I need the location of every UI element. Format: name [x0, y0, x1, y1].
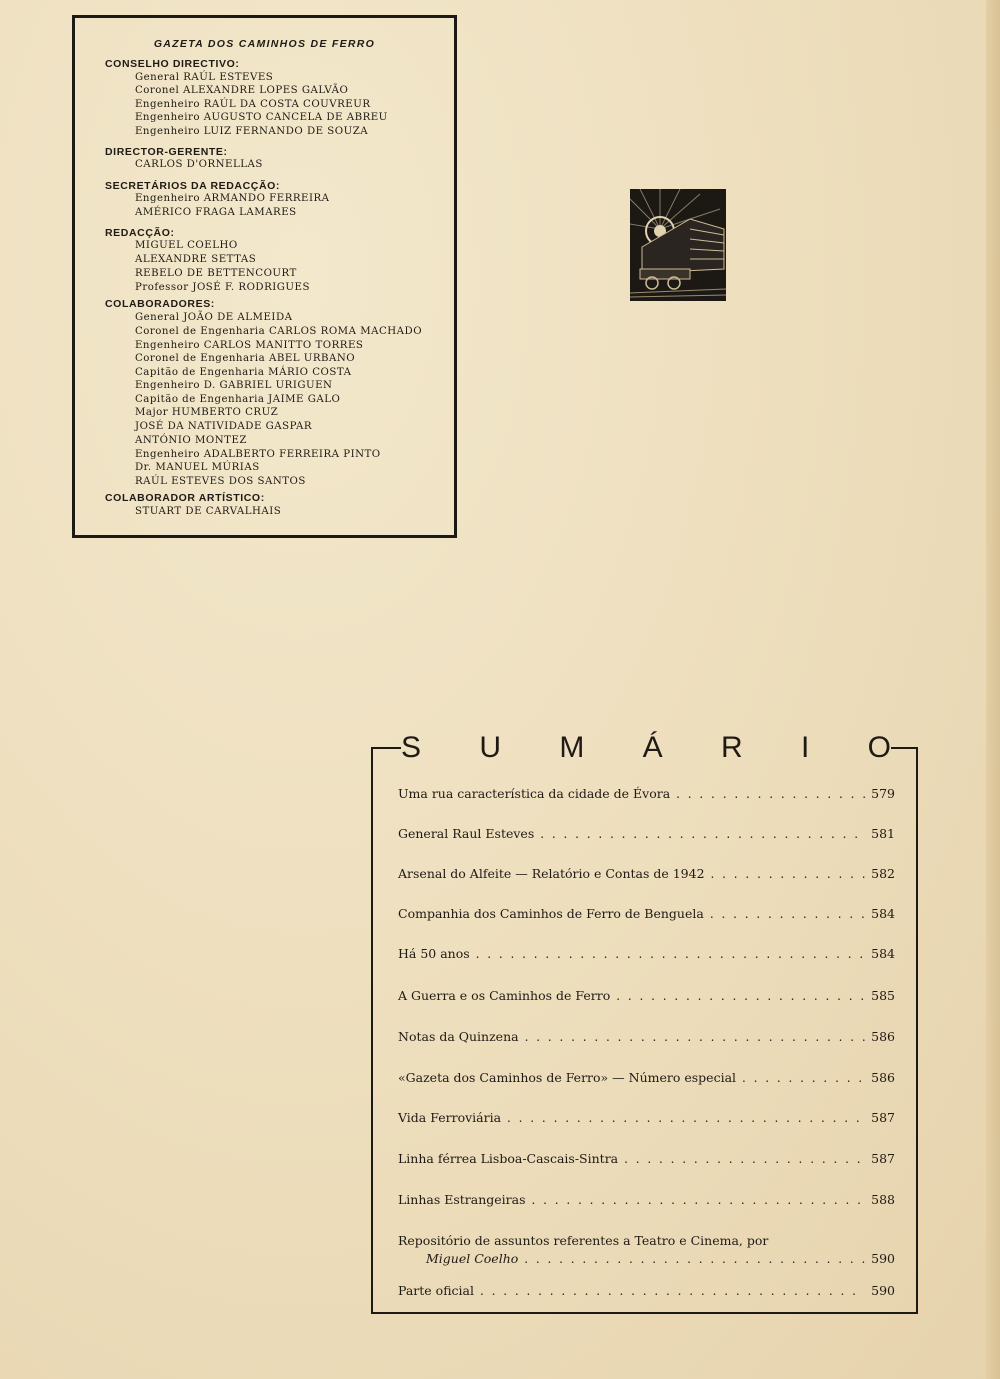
staff-name: Engenheiro LUIZ FERNANDO DE SOUZA — [135, 126, 369, 137]
leader-dots — [507, 1111, 865, 1126]
toc-entry-page: 587 — [871, 1110, 895, 1125]
section-heading-redaccao: REDACÇÃO: — [105, 227, 175, 239]
toc-entry[interactable] — [398, 1192, 895, 1208]
staff-name: Engenheiro ADALBERTO FERREIRA PINTO — [135, 449, 381, 460]
toc-entry-page: 584 — [871, 946, 895, 961]
leader-dots — [540, 827, 865, 842]
staff-name: REBELO DE BETTENCOURT — [135, 268, 297, 279]
leader-dots — [525, 1030, 865, 1045]
toc-entry-title: A Guerra e os Caminhos de Ferro — [398, 988, 611, 1003]
staff-name: Major HUMBERTO CRUZ — [135, 407, 279, 418]
staff-name: CARLOS D'ORNELLAS — [135, 159, 263, 170]
page-edge — [986, 0, 1000, 1379]
staff-name: Engenheiro CARLOS MANITTO TORRES — [135, 340, 364, 351]
toc-entry-title: Vida Ferroviária — [398, 1110, 502, 1125]
summary-title-letter: M — [559, 731, 585, 764]
staff-name: Coronel ALEXANDRE LOPES GALVÃO — [135, 85, 349, 96]
toc-entry-page: 585 — [871, 988, 895, 1003]
toc-entry[interactable] — [398, 906, 895, 922]
toc-entry-page: 579 — [871, 786, 895, 801]
staff-name: General RAÚL ESTEVES — [135, 72, 274, 83]
staff-name: AMÉRICO FRAGA LAMARES — [135, 207, 297, 218]
toc-entry[interactable] — [398, 946, 895, 962]
leader-dots — [524, 1252, 865, 1267]
staff-name: STUART DE CARVALHAIS — [135, 506, 282, 517]
toc-entry-title: «Gazeta dos Caminhos de Ferro» — Número especial — [398, 1070, 737, 1085]
toc-entry-title: Há 50 anos — [398, 946, 470, 961]
staff-name: Dr. MANUEL MÚRIAS — [135, 462, 260, 473]
staff-name: Capitão de Engenharia MÁRIO COSTA — [135, 367, 352, 378]
toc-entry-page: 582 — [871, 866, 895, 881]
toc-entry-page: 587 — [871, 1151, 895, 1166]
toc-entry[interactable] — [398, 1233, 895, 1267]
staff-name: Engenheiro D. GABRIEL URIGUEN — [135, 380, 333, 391]
toc-entry-title: Linha férrea Lisboa-Cascais-Sintra — [398, 1151, 619, 1166]
section-heading-secretarios: SECRETÁRIOS DA REDACÇÃO: — [105, 180, 281, 192]
staff-name: Engenheiro RAÚL DA COSTA COUVREUR — [135, 99, 371, 110]
summary-title-letter: I — [800, 731, 810, 764]
bleed-through-shadow — [310, 545, 670, 655]
section-heading-artistico: COLABORADOR ARTÍSTICO: — [105, 492, 265, 504]
staff-name: ANTÓNIO MONTEZ — [135, 435, 247, 446]
leader-dots — [710, 907, 865, 922]
staff-name: Coronel de Engenharia CARLOS ROMA MACHADO — [135, 326, 423, 337]
toc-entry-page: 586 — [871, 1029, 895, 1044]
masthead-title: GAZETA DOS CAMINHOS DE FERRO — [153, 38, 376, 50]
toc-entry-title: General Raul Esteves — [398, 826, 535, 841]
toc-entry-page: 586 — [871, 1070, 895, 1085]
toc-entry-title: Notas da Quinzena — [398, 1029, 519, 1044]
staff-name: RAÚL ESTEVES DOS SANTOS — [135, 476, 306, 487]
staff-name: Engenheiro ARMANDO FERREIRA — [135, 193, 330, 204]
staff-name: Professor JOSÉ F. RODRIGUES — [135, 282, 310, 293]
toc-entry-author: Miguel Coelho — [426, 1251, 519, 1266]
masthead-box — [72, 15, 457, 538]
toc-entry-page: 590 — [871, 1283, 895, 1298]
toc-entry-title: Uma rua característica da cidade de Évora — [398, 786, 671, 801]
toc-entry-page: 581 — [871, 826, 895, 841]
section-heading-conselho: CONSELHO DIRECTIVO: — [105, 58, 240, 70]
summary-title-letter: U — [479, 731, 501, 764]
leader-dots — [480, 1284, 865, 1299]
toc-entry[interactable] — [398, 866, 895, 882]
leader-dots — [624, 1152, 865, 1167]
leader-dots — [711, 867, 865, 882]
toc-entry-page: 588 — [871, 1192, 895, 1207]
summary-title-letter: Á — [642, 731, 663, 764]
toc-entry-title: Linhas Estrangeiras — [398, 1192, 526, 1207]
leader-dots — [532, 1193, 865, 1208]
staff-name: ALEXANDRE SETTAS — [135, 254, 257, 265]
toc-entry-page: 584 — [871, 906, 895, 921]
staff-name: Engenheiro AUGUSTO CANCELA DE ABREU — [135, 112, 388, 123]
toc-entry-title: Arsenal do Alfeite — Relatório e Contas de 1942 — [398, 866, 705, 881]
toc-entry[interactable] — [398, 826, 895, 842]
staff-name: Coronel de Engenharia ABEL URBANO — [135, 353, 356, 364]
toc-entry-title: Parte oficial — [398, 1283, 474, 1298]
toc-entry-title: Repositório de assuntos referentes a Teatro e Cinema, por — [398, 1233, 769, 1248]
section-heading-director: DIRECTOR-GERENTE: — [105, 146, 228, 158]
leader-dots — [676, 787, 865, 802]
toc-entry[interactable] — [398, 1110, 895, 1126]
toc-entry-page: 590 — [871, 1251, 895, 1266]
staff-name: MIGUEL COELHO — [135, 240, 238, 251]
toc-entry[interactable] — [398, 1029, 895, 1045]
toc-entry[interactable] — [398, 786, 895, 802]
leader-dots — [476, 947, 865, 962]
summary-title-letter: O — [867, 731, 891, 764]
summary-title-letter: R — [720, 731, 743, 764]
leader-dots — [742, 1071, 865, 1086]
staff-name: General JOÃO DE ALMEIDA — [135, 312, 293, 323]
locomotive-engraving-icon — [630, 189, 726, 301]
toc-entry-title: Companhia dos Caminhos de Ferro de Benguela — [398, 906, 704, 921]
summary-title-letter: S — [401, 731, 422, 764]
toc-entry[interactable] — [398, 1151, 895, 1167]
toc-entry[interactable] — [398, 1283, 895, 1299]
toc-entry[interactable] — [398, 988, 895, 1004]
toc-entry[interactable] — [398, 1070, 895, 1086]
leader-dots — [616, 989, 865, 1004]
section-heading-colaboradores: COLABORADORES: — [105, 298, 215, 310]
staff-name: JOSÉ DA NATIVIDADE GASPAR — [135, 421, 313, 432]
staff-name: Capitão de Engenharia JAIME GALO — [135, 394, 341, 405]
